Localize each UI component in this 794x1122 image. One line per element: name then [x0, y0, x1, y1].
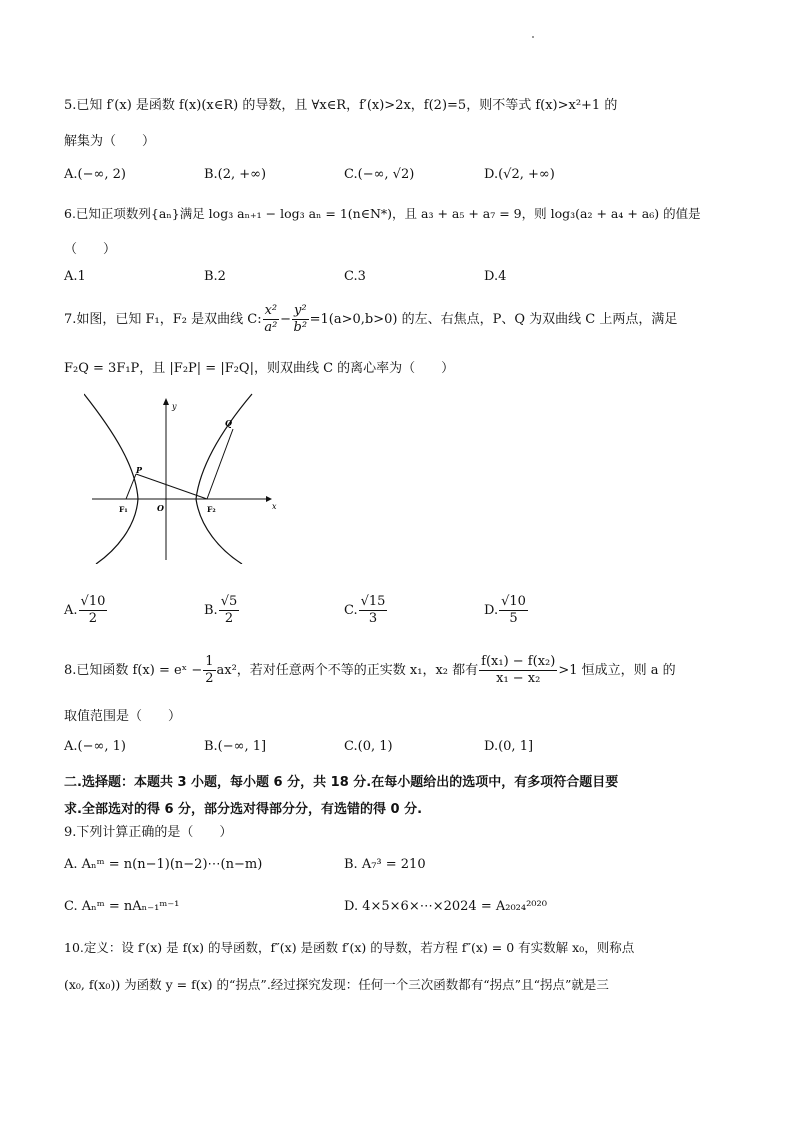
q7-option-a-den: 2 — [88, 611, 98, 626]
q7-option-b-den: 2 — [224, 611, 234, 626]
q8-fraction-half-num: 1 — [205, 654, 214, 669]
q5-stem-line1: 5.已知 f′(x) 是函数 f(x)(x∈R) 的导数，且 ∀x∈R，f′(x)>2x，f(2)=5，则不等式 f(x)>x²+1 的 — [64, 98, 618, 113]
q5-option-b: B.(2, +∞) — [204, 167, 267, 182]
q7-option-d — [484, 594, 529, 627]
q7-option-a-prefix: A. — [64, 603, 78, 618]
segment-f2-q — [207, 429, 233, 499]
q7-option-c-prefix: C. — [344, 603, 358, 618]
q6-option-d: D.4 — [484, 269, 507, 284]
q7-option-b-prefix: B. — [204, 603, 218, 618]
q7-option-c — [344, 594, 388, 627]
q6-stem-line2: （ ） — [64, 242, 117, 257]
q9-option-d: D. 4×5×6×⋯×2024 = A₂₀₂₄²⁰²⁰ — [344, 899, 547, 914]
segment-p-f2 — [136, 474, 207, 499]
label-p: P — [136, 465, 143, 475]
q7-option-b-num: √5 — [220, 594, 238, 609]
q7-option-c-num: √15 — [360, 594, 386, 609]
section2-heading-line1: 二.选择题：本题共 3 小题，每小题 6 分，共 18 分.在每小题给出的选项中，有多项符合题目要 — [64, 775, 619, 790]
q7-option-d-den: 5 — [509, 611, 518, 626]
label-origin: O — [157, 503, 164, 513]
label-f2: F₂ — [207, 505, 216, 514]
q8-option-b: B.(−∞, 1] — [204, 739, 267, 754]
q7-option-b — [204, 594, 240, 627]
section2-heading-line2: 求.全部选对的得 6 分，部分选对得部分分，有选错的得 0 分. — [64, 802, 423, 817]
q7-fraction-y-num: y² — [294, 303, 307, 318]
label-y: y — [172, 402, 177, 411]
q10-stem-line1: 10.定义：设 f′(x) 是 f(x) 的导函数，f″(x) 是函数 f′(x) 的导数，若方程 f″(x) = 0 有实数解 x₀，则称点 — [64, 940, 635, 955]
q8-fraction-half-den: 2 — [205, 671, 214, 686]
q6-option-b: B.2 — [204, 269, 226, 284]
q10-stem-line2: (x₀, f(x₀)) 为函数 y = f(x) 的“拐点”.经过探究发现：任何一个三次函数都有“拐点”且“拐点”就是三 — [64, 977, 609, 992]
q9-option-a: A. Aₙᵐ = n(n−1)(n−2)⋯(n−m) — [64, 857, 263, 872]
q7-fraction-x-den: a² — [264, 320, 278, 335]
q7-option-a-num: √10 — [80, 594, 106, 609]
q8-stem-text-c: >1 恒成立，则 a 的 — [558, 663, 676, 678]
q8-fraction-half — [203, 654, 215, 687]
q7-fraction-y-den: b² — [293, 320, 308, 335]
q8-stem-text-b: ax²，若对任意两个不等的正实数 x₁，x₂ 都有 — [216, 663, 479, 678]
y-axis-arrow-icon — [163, 398, 169, 405]
q7-stem-line2: F₂Q = 3F₁P，且 |F₂P| = |F₂Q|，则双曲线 C 的离心率为（ ） — [64, 361, 455, 376]
segment-f1-p — [126, 474, 136, 499]
q5-option-d: D.(√2, +∞) — [484, 167, 555, 182]
q9-stem: 9.下列计算正确的是（ ） — [64, 825, 233, 840]
q6-option-c: C.3 — [344, 269, 366, 284]
q8-stem-line2: 取值范围是（ ） — [64, 709, 182, 724]
q8-option-c: C.(0, 1) — [344, 739, 393, 754]
q6-option-a: A.1 — [64, 269, 86, 284]
q5-option-c: C.(−∞, √2) — [344, 167, 415, 182]
q5-option-a: A.(−∞, 2) — [64, 167, 126, 182]
q8-option-a: A.(−∞, 1) — [64, 739, 126, 754]
q7-option-c-den: 3 — [368, 611, 378, 626]
q9-option-c: C. Aₙᵐ = nAₙ₋₁ᵐ⁻¹ — [64, 899, 180, 914]
q8-difference-quotient-den: x₁ − x₂ — [496, 671, 541, 686]
q7-stem-text-b: =1(a>0,b>0) 的左、右焦点，P、Q 为双曲线 C 上两点，满足 — [309, 312, 678, 327]
label-f1: F₁ — [119, 505, 128, 514]
q8-stem-line1 — [64, 652, 676, 690]
q5-stem-line2: 解集为（ ） — [64, 134, 156, 149]
q7-option-a — [64, 594, 108, 627]
right-branch-curve — [196, 394, 252, 564]
q8-option-d: D.(0, 1] — [484, 739, 534, 754]
q9-option-b: B. A₇³ = 210 — [344, 857, 426, 872]
q7-minus: − — [280, 312, 292, 327]
hyperbola-figure — [84, 392, 284, 564]
q8-difference-quotient-num: f(x₁) − f(x₂) — [481, 654, 556, 669]
q7-fraction-x — [263, 303, 280, 336]
scan-mark — [532, 36, 534, 38]
left-branch-curve — [84, 394, 138, 564]
q7-fraction-y — [292, 303, 309, 336]
q7-fraction-x-num: x² — [264, 303, 278, 318]
q8-stem-text-a: 8.已知函数 f(x) = eˣ − — [64, 663, 203, 678]
q8-difference-quotient — [479, 654, 557, 687]
q7-stem-line1 — [64, 302, 677, 338]
q7-option-d-prefix: D. — [484, 603, 499, 618]
q7-stem-text-a: 7.如图，已知 F₁，F₂ 是双曲线 C: — [64, 312, 262, 327]
label-x: x — [272, 502, 277, 511]
q7-option-d-num: √10 — [501, 594, 526, 609]
label-q: Q — [225, 418, 232, 428]
q6-stem-line1: 6.已知正项数列{aₙ}满足 log₃ aₙ₊₁ − log₃ aₙ = 1(n∈N*)，且 a₃ + a₅ + a₇ = 9，则 log₃(a₂ + a₄ + a₆) 的值是 — [64, 206, 701, 221]
